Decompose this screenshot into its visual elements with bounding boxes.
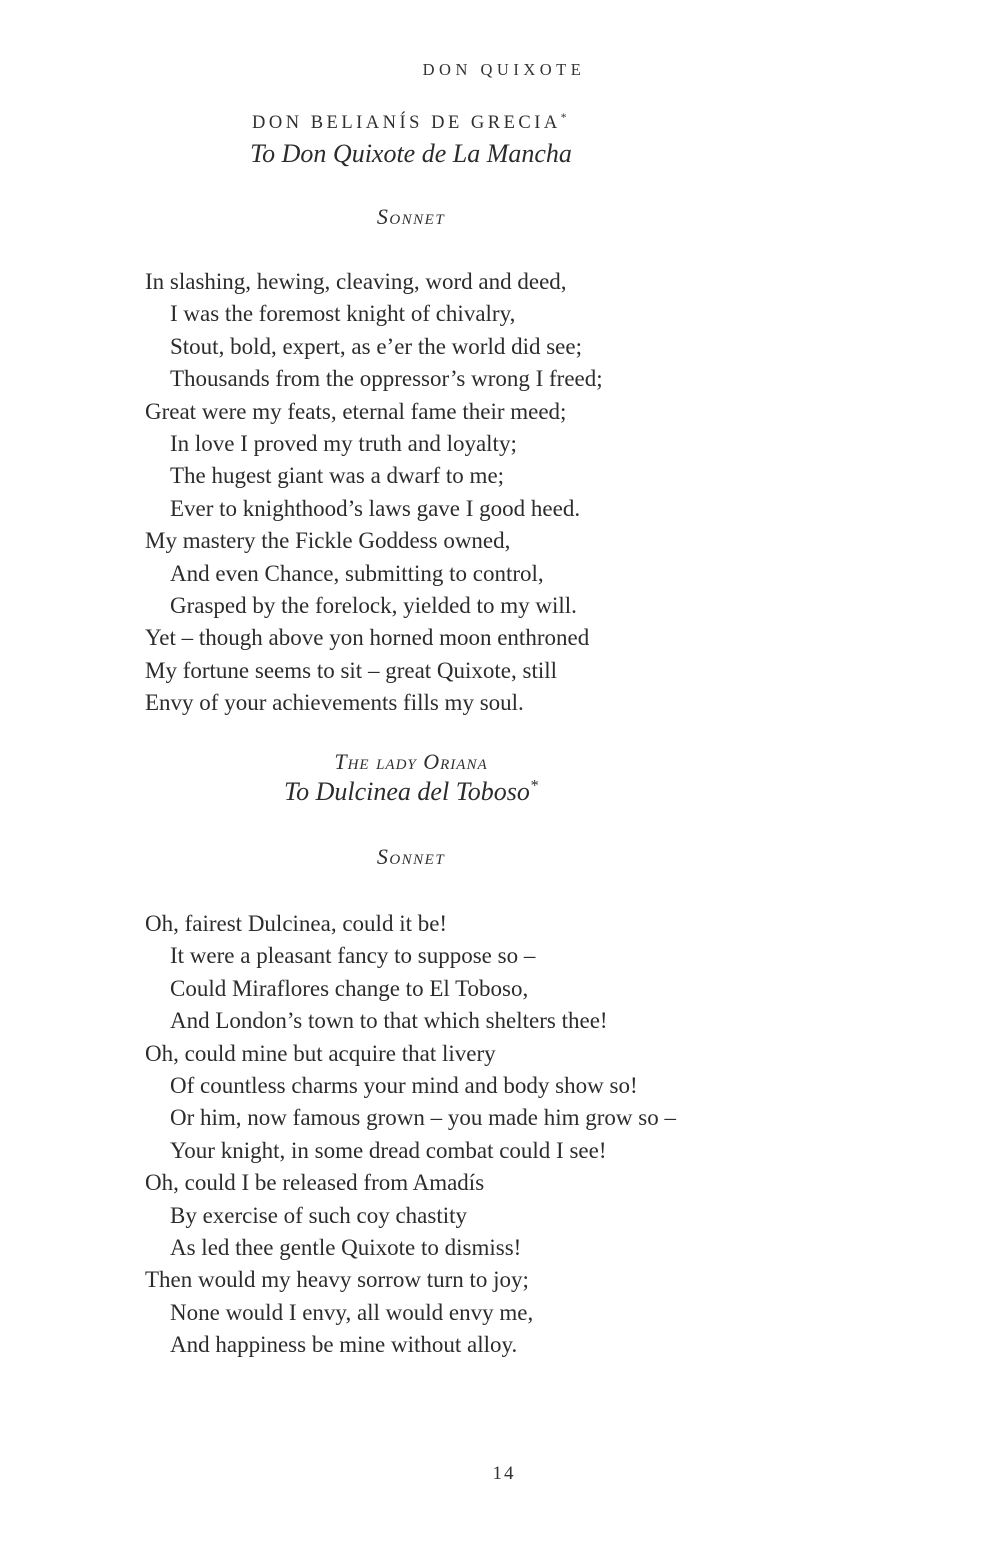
poem-line: Oh, could I be released from Amadís	[145, 1170, 485, 1196]
sonnet-2-attribution	[145, 748, 677, 776]
sonnet-2-dedication-note: *	[529, 777, 538, 795]
sonnet-2-form-heading: Sonnet	[376, 844, 446, 869]
poem-line: Your knight, in some dread combat could I see!	[170, 1137, 607, 1163]
poem-line: Ever to knighthood’s laws gave I good heed.	[170, 495, 581, 521]
poem-line: In slashing, hewing, cleaving, word and deed,	[145, 269, 567, 294]
sonnet-1-dedication-text: To Don Quixote de La Mancha	[250, 139, 572, 168]
sonnet-2-dedication	[145, 777, 677, 807]
poem-line: The hugest giant was a dwarf to me;	[170, 463, 505, 489]
poem-line: Yet – though above yon horned moon enthroned	[145, 625, 590, 651]
poem-line: Thousands from the oppressor’s wrong I freed;	[170, 366, 603, 392]
poem-line: Envy of your achievements fills my soul.	[145, 690, 524, 716]
poem-line: My mastery the Fickle Goddess owned,	[145, 528, 511, 554]
poem-line: And London’s town to that which shelters thee!	[170, 1008, 608, 1034]
poem-line: Grasped by the forelock, yielded to my will.	[170, 593, 577, 619]
sonnet-2-dedication-text: To Dulcinea del Toboso	[284, 777, 530, 806]
poem-line: And happiness be mine without alloy.	[170, 1332, 518, 1358]
sonnet-1-attribution-text: DON BELIANÍS DE GRECIA	[252, 113, 561, 133]
poem-line: Then would my heavy sorrow turn to joy;	[145, 1267, 529, 1293]
sonnet-1-attribution-note: *	[560, 111, 570, 124]
poem-line: None would I envy, all would envy me,	[170, 1299, 534, 1325]
poem-line: In love I proved my truth and loyalty;	[170, 431, 517, 457]
poem-line: My fortune seems to sit – great Quixote, still	[145, 657, 558, 683]
sonnet-2-poem	[145, 908, 677, 1362]
poem-line: Great were my feats, eternal fame their meed;	[145, 398, 567, 424]
poem-line: Of countless charms your mind and body show so!	[170, 1073, 638, 1099]
sonnet-1-dedication	[145, 139, 677, 169]
sonnet-1-form-heading: Sonnet	[376, 204, 446, 229]
page-number: 14	[492, 1463, 516, 1484]
poem-line: Or him, now famous grown – you made him grow so –	[170, 1105, 676, 1131]
poem-line: Oh, fairest Dulcinea, could it be!	[145, 911, 448, 936]
poem-line: Oh, could mine but acquire that livery	[145, 1040, 496, 1066]
sonnet-2-attribution-text: The lady Oriana	[334, 749, 488, 774]
running-head: DON QUIXOTE	[422, 60, 586, 79]
poem-line: Could Miraflores change to El Toboso,	[170, 975, 529, 1001]
poem-line: It were a pleasant fancy to suppose so –	[170, 943, 536, 969]
poem-line: And even Chance, submitting to control,	[170, 560, 544, 586]
poem-line: As led thee gentle Quixote to dismiss!	[170, 1235, 522, 1261]
sonnet-1-poem	[145, 266, 677, 720]
poem-line: I was the foremost knight of chivalry,	[170, 301, 516, 327]
poem-line: Stout, bold, expert, as e’er the world did see;	[170, 333, 582, 359]
sonnet-1-attribution	[145, 111, 677, 135]
poem-line: By exercise of such coy chastity	[170, 1202, 467, 1228]
